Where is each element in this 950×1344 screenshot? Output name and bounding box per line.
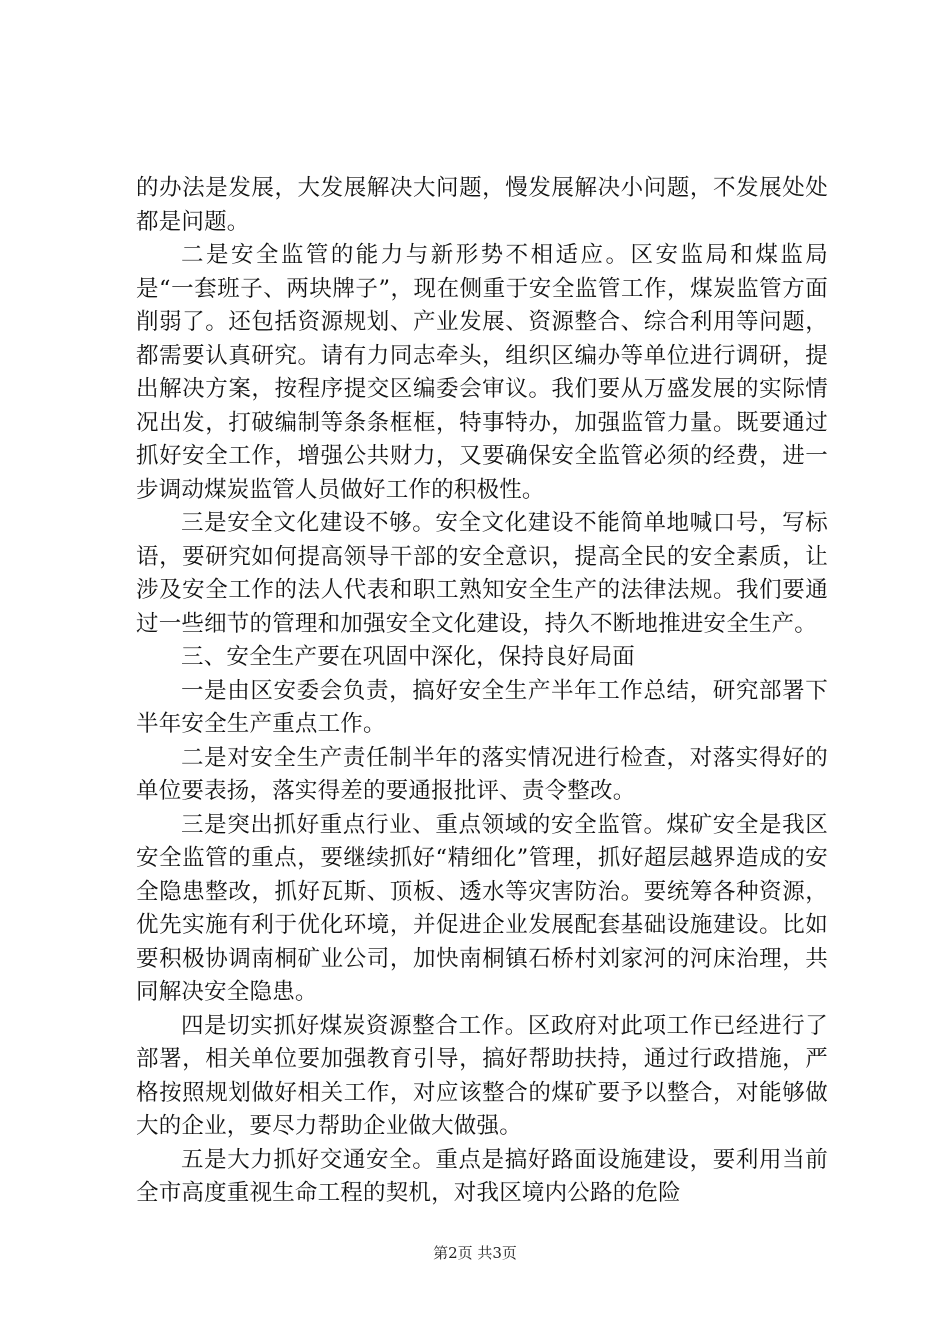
page-footer: 第2页 共3页 <box>433 1244 517 1262</box>
paragraph-8: 四是切实抓好煤炭资源整合工作。区政府对此项工作已经进行了部署，相关单位要加强教育引导，搞好帮助扶持，通过行政措施，严格按照规划做好相关工作，对应该整合的煤矿要予以整合，对能够做大的企业，要尽力帮助企业做大做强。 <box>136 1012 828 1139</box>
document-body <box>136 172 828 1211</box>
paragraph-3: 三是安全文化建设不够。安全文化建设不能简单地喊口号，写标语，要研究如何提高领导干部的安全意识，提高全民的安全素质，让涉及安全工作的法人代表和职工熟知安全生产的法律法规。我们要通过一些细节的管理和加强安全文化建设，持久不断地推进安全生产。 <box>136 510 828 637</box>
paragraph-2: 二是安全监管的能力与新形势不相适应。区安监局和煤监局是“一套班子、两块牌子”，现在侧重于安全监管工作，煤炭监管方面削弱了。还包括资源规划、产业发展、资源整合、综合利用等问题，都需要认真研究。请有力同志牵头，组织区编办等单位进行调研，提出解决方案，按程序提交区编委会审议。我们要从万盛发展的实际情况出发，打破编制等条条框框，特事特办，加强监管力量。既要通过抓好安全工作，增强公共财力，又要确保安全监管必须的经费，进一步调动煤炭监管人员做好工作的积极性。 <box>136 242 828 503</box>
paragraph-6: 二是对安全生产责任制半年的落实情况进行检查，对落实得好的单位要表扬，落实得差的要通报批评、责令整改。 <box>136 744 828 804</box>
paragraph-7: 三是突出抓好重点行业、重点领域的安全监管。煤矿安全是我区安全监管的重点，要继续抓好“精细化”管理，抓好超层越界造成的安全隐患整改，抓好瓦斯、顶板、透水等灾害防治。要统筹各种资源，优先实施有利于优化环境，并促进企业发展配套基础设施建设。比如要积极协调南桐矿业公司，加快南桐镇石桥村刘家河的河床治理，共同解决安全隐患。 <box>136 811 828 1005</box>
paragraph-9: 五是大力抓好交通安全。重点是搞好路面设施建设，要利用当前全市高度重视生命工程的契机，对我区境内公路的危险 <box>136 1146 828 1206</box>
paragraph-5: 一是由区安委会负责，搞好安全生产半年工作总结，研究部署下半年安全生产重点工作。 <box>136 677 828 737</box>
section-heading: 三、安全生产要在巩固中深化，保持良好局面 <box>181 644 636 670</box>
paragraph-1: 的办法是发展，大发展解决大问题，慢发展解决小问题，不发展处处都是问题。 <box>136 175 828 235</box>
